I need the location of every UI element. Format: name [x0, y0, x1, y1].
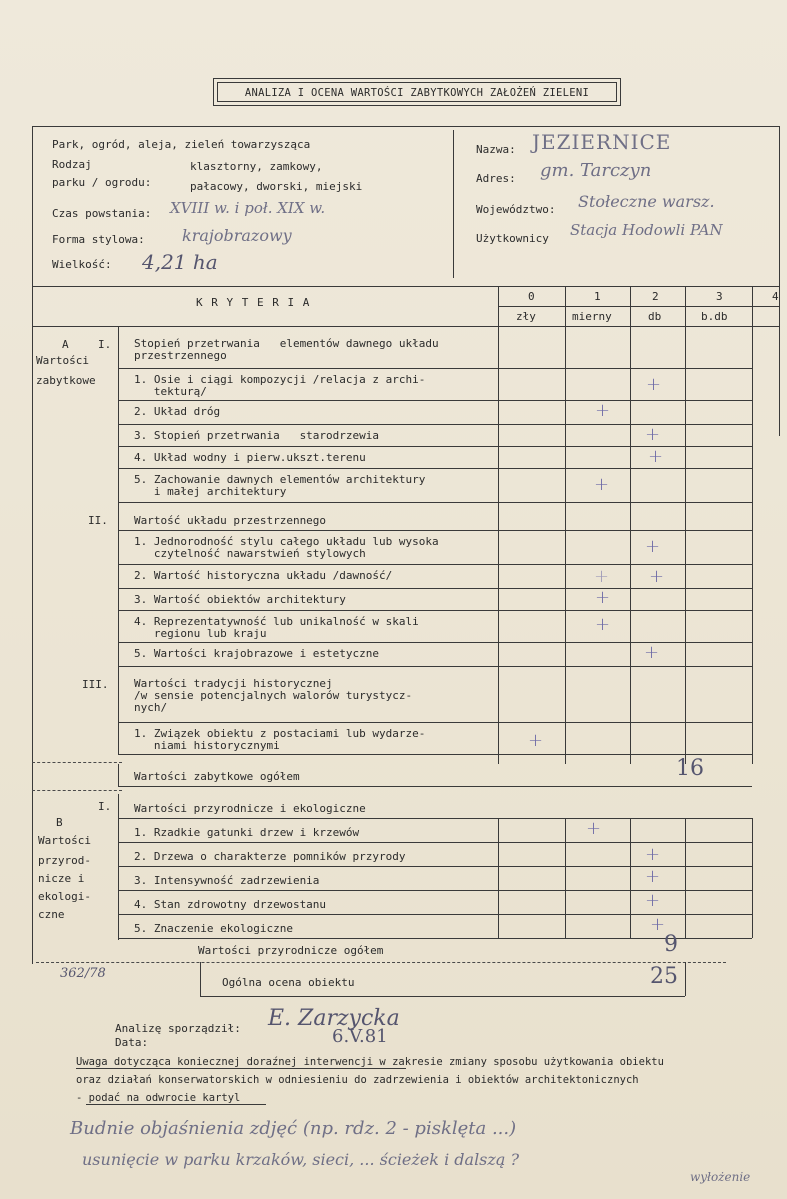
col-label-mierny: mierny: [572, 310, 612, 323]
score-mark: +: [594, 474, 610, 495]
col-line-3-b: [685, 818, 686, 938]
score-mark: +: [594, 566, 610, 587]
section-b-side-4: ekologi-: [38, 890, 91, 903]
score-mark: +: [645, 536, 661, 557]
row-line: [118, 666, 752, 667]
row-line: [118, 754, 752, 755]
group1-title: Stopień przetrwania elementów dawnego układu przestrzennego: [134, 337, 439, 362]
criteria-inner-left: [118, 326, 119, 754]
score-mark: +: [595, 587, 611, 608]
row-line: [118, 938, 752, 939]
data-value: 6.V.81: [332, 1026, 388, 1047]
col-number-3: 3: [716, 290, 723, 303]
overall-right: [685, 962, 686, 996]
handwritten-note-1: Budnie objaśnienia zdjęć (np. rdz. 2 - pisklęta ...): [70, 1118, 517, 1139]
forma-value: krajobrazowy: [182, 226, 292, 245]
item2-3: 3. Wartość obiektów architektury: [134, 593, 346, 606]
handwritten-note-3: wyłożenie: [690, 1170, 751, 1184]
wielkosc-value: 4,21 ha: [142, 250, 218, 274]
rodzaj-value-2: pałacowy, dworski, miejski: [190, 180, 363, 193]
section-a-side-2: zabytkowe: [36, 374, 96, 387]
b-item-4: 4. Stan zdrowotny drzewostanu: [134, 898, 327, 911]
section-b-roman: I.: [98, 800, 112, 813]
section-b-side-5: czne: [38, 908, 65, 921]
row-line: [118, 400, 752, 401]
col-line-2: [630, 286, 631, 764]
item1-3: 3. Stopień przetrwania starodrzewia: [134, 429, 380, 442]
overall-label: Ogólna ocena obiektu: [222, 976, 355, 989]
total-a-left: [118, 764, 119, 786]
info-divider: [453, 130, 454, 278]
row-line: [118, 530, 752, 531]
col-line-2-b: [630, 818, 631, 938]
item1-1: 1. Osie i ciągi kompozycji /relacja z archi- tekturą/: [134, 373, 426, 398]
row-line: [118, 588, 752, 589]
frame-right: [779, 126, 780, 436]
wojewodztwo-label: Województwo:: [476, 203, 556, 216]
overall-bottom: [200, 996, 685, 997]
col-number-2: 2: [652, 290, 659, 303]
score-mark: +: [586, 818, 602, 839]
section-b-inner-left: [118, 794, 119, 940]
col-line-1-b: [565, 818, 566, 938]
dash-line: [32, 762, 122, 763]
row-line: [118, 842, 752, 843]
row-line: [118, 610, 752, 611]
row-line: [118, 368, 752, 369]
section-a-roman-3: III.: [82, 678, 109, 691]
col-line-0-b: [498, 818, 499, 938]
section-b-letter: B: [56, 816, 63, 829]
criteria-bottom-line: [32, 326, 780, 327]
document-title-box: [213, 78, 621, 106]
criteria-mid-line: [498, 306, 780, 307]
section-b-side-3: nicze i: [38, 872, 85, 885]
score-mark: +: [645, 424, 661, 445]
analiza-label: Analizę sporządził:: [115, 1022, 241, 1035]
score-mark: +: [646, 374, 662, 395]
section-b-group-title: Wartości przyrodnicze i ekologiczne: [134, 802, 366, 815]
dash-line: [32, 790, 122, 791]
row-line: [118, 818, 752, 819]
czas-value: XVIII w. i poł. XIX w.: [170, 199, 326, 217]
score-mark: +: [649, 566, 665, 587]
overall-left: [200, 962, 201, 996]
score-mark: +: [528, 730, 544, 751]
col-label-db: db: [648, 310, 662, 323]
document-title: ANALIZA I OCENA WARTOŚCI ZABYTKOWYCH ZAŁOŻEŃ ZIELENI: [244, 87, 590, 99]
score-mark: +: [595, 400, 611, 421]
uwaga-line-2: oraz działań konserwatorskich w odniesieniu do zadrzewienia i obiektów architektonicznych: [76, 1074, 639, 1086]
object-type-line: Park, ogród, aleja, zieleń towarzysząca: [52, 138, 311, 151]
score-mark: +: [645, 866, 661, 887]
section-b-side-1: Wartości: [38, 834, 91, 847]
section-a-roman-2: II.: [88, 514, 108, 527]
score-mark: +: [645, 890, 661, 911]
item2-4: 4. Reprezentatywność lub unikalność w skali regionu lub kraju: [134, 615, 419, 640]
row-line: [118, 468, 752, 469]
b-item-1: 1. Rzadkie gatunki drzew i krzewów: [134, 826, 360, 839]
total-b-value: 9: [664, 932, 678, 957]
row-line: [118, 722, 752, 723]
wojewodztwo-value: Stołeczne warsz.: [578, 192, 715, 211]
col-line-1: [565, 286, 566, 764]
item1-2: 2. Układ dróg: [134, 405, 221, 418]
col-line-4: [752, 286, 753, 764]
col-number-1: 1: [594, 290, 601, 303]
score-mark: +: [644, 642, 660, 663]
item1-5: 5. Zachowanie dawnych elementów architektury i małej architektury: [134, 473, 426, 498]
score-mark: +: [650, 914, 666, 935]
nazwa-value: JEZIERNICE: [532, 130, 672, 154]
section-b-side-2: przyrod-: [38, 854, 91, 867]
section-a-roman-1: I.: [98, 338, 112, 351]
score-mark: +: [595, 614, 611, 635]
score-mark: +: [648, 446, 664, 467]
uwaga-line-3: - podać na odwrocie kartyl: [76, 1092, 241, 1104]
czas-label: Czas powstania:: [52, 207, 152, 220]
col-line-4-b: [752, 818, 753, 938]
dash-line: [36, 962, 726, 963]
item2-5: 5. Wartości krajobrazowe i estetyczne: [134, 647, 380, 660]
row-line: [118, 502, 752, 503]
total-a-label: Wartości zabytkowe ogółem: [134, 770, 300, 783]
adres-value: gm. Tarczyn: [540, 160, 652, 181]
col-line-0: [498, 286, 499, 764]
uwaga-line-1: Uwaga dotycząca koniecznej doraźnej interwencji w zakresie zmiany sposobu użytkowania obiektu: [76, 1056, 664, 1068]
item2-2: 2. Wartość historyczna układu /dawność/: [134, 569, 393, 582]
item1-4: 4. Układ wodny i pierw.ukszt.terenu: [134, 451, 366, 464]
col-line-3: [685, 286, 686, 764]
col-number-0: 0: [528, 290, 535, 303]
nazwa-label: Nazwa:: [476, 143, 516, 156]
reference-number: 362/78: [60, 966, 106, 981]
item3-1: 1. Związek obiektu z postaciami lub wydarze- niami historycznymi: [134, 727, 426, 752]
b-item-5: 5. Znaczenie ekologiczne: [134, 922, 293, 935]
analiza-signature: E. Zarzycka: [268, 1006, 400, 1031]
frame-left: [32, 126, 33, 964]
rodzaj-label: Rodzaj: [52, 158, 92, 171]
total-b-label: Wartości przyrodnicze ogółem: [198, 944, 384, 957]
col-label-zly: zły: [516, 310, 536, 323]
rodzaj-value-1: klasztorny, zamkowy,: [190, 160, 323, 173]
item2-1: 1. Jednorodność stylu całego układu lub wysoka czytelność nawarstwień stylowych: [134, 535, 439, 560]
uwaga-underline: [76, 1068, 406, 1069]
criteria-top-line: [32, 286, 780, 287]
col-number-4: 4: [772, 290, 779, 303]
overall-value: 25: [650, 964, 678, 989]
frame-top: [32, 126, 780, 127]
row-line: [118, 786, 752, 787]
total-a-value: 16: [676, 756, 704, 781]
col-label-bdb: b.db: [701, 310, 728, 323]
b-item-3: 3. Intensywność zadrzewienia: [134, 874, 320, 887]
uzytkownicy-label: Użytkownicy: [476, 232, 549, 245]
criteria-header: K R Y T E R I A: [196, 296, 311, 309]
rodzaj-label-2: parku / ogrodu:: [52, 176, 152, 189]
group3-title: Wartości tradycji historycznej /w sensie potencjalnych walorów turystycz- nych/: [134, 677, 413, 714]
uzytkownicy-value: Stacja Hodowli PAN: [570, 221, 723, 239]
b-item-2: 2. Drzewa o charakterze pomników przyrody: [134, 850, 406, 863]
group2-title: Wartość układu przestrzennego: [134, 514, 327, 527]
handwritten-note-2: usunięcie w parku krzaków, sieci, ... ścieżek i dalszą ?: [82, 1150, 520, 1169]
section-a-letter: A: [62, 338, 69, 351]
wielkosc-label: Wielkość:: [52, 258, 112, 271]
score-mark: +: [645, 844, 661, 865]
uwaga-underline: [86, 1104, 266, 1105]
section-a-side-1: Wartości: [36, 354, 89, 367]
forma-label: Forma stylowa:: [52, 233, 145, 246]
data-label: Data:: [115, 1036, 149, 1049]
adres-label: Adres:: [476, 172, 516, 185]
row-line: [118, 564, 752, 565]
